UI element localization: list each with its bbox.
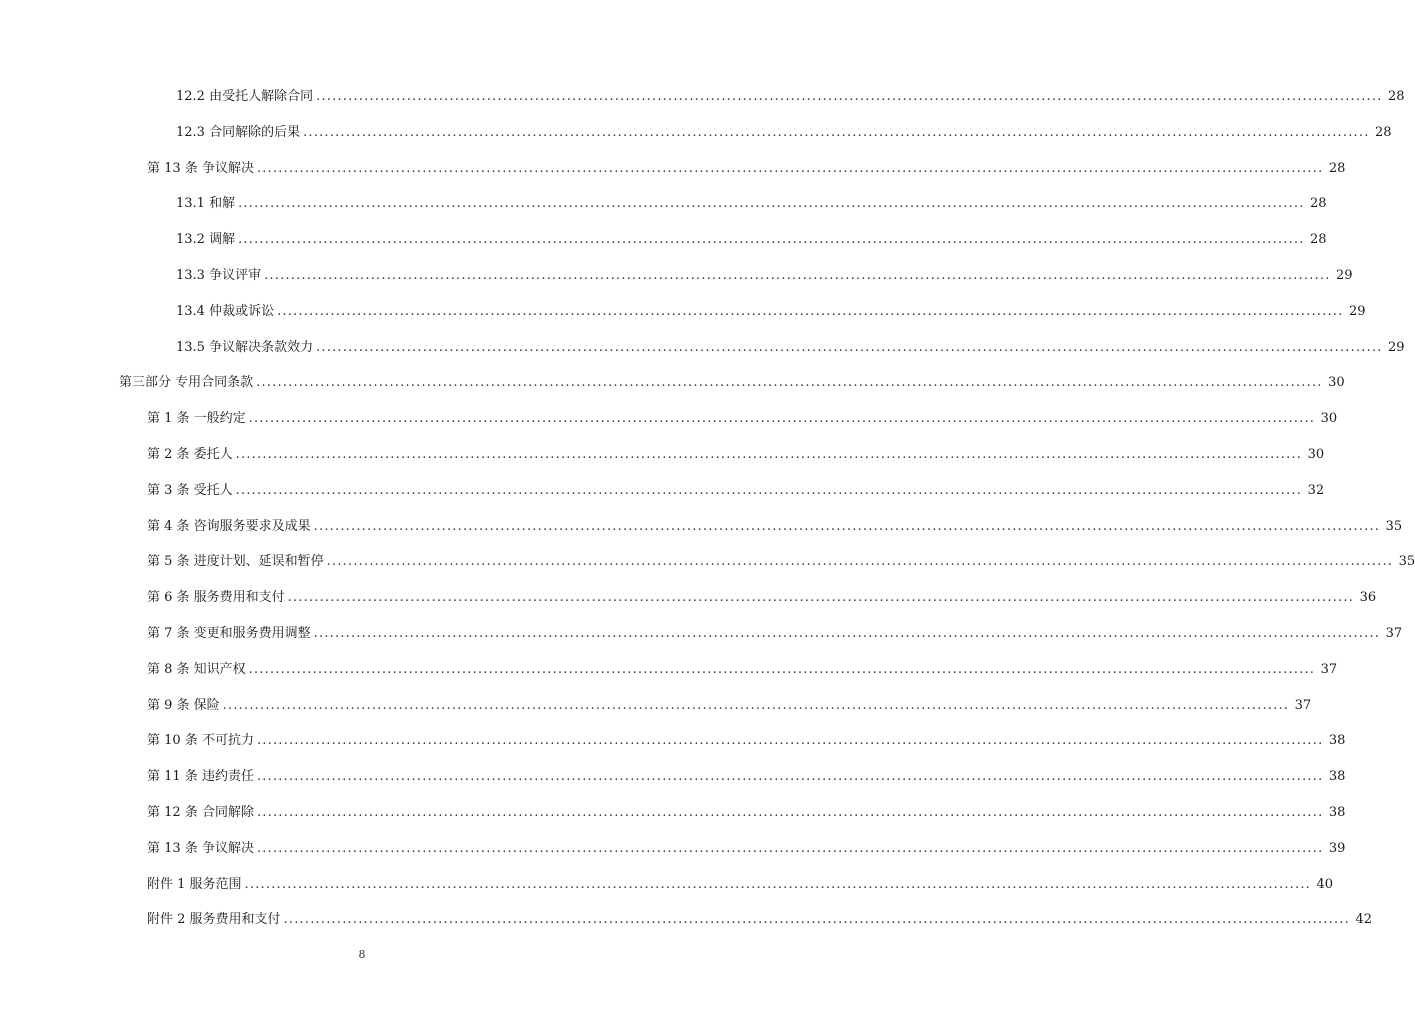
toc-entry-page: 37: [1320, 661, 1338, 677]
toc-entry-page: 35: [1398, 554, 1415, 570]
toc-entry-page: 30: [1328, 375, 1345, 391]
toc-entry-label: 13.5 争议解决条款效力: [176, 339, 314, 355]
toc-entry-label: 第 2 条 委托人: [147, 447, 233, 462]
toc-leader-dots: ........................................................................................................................................................................................................: [256, 769, 1324, 785]
toc-entry[interactable]: [147, 585, 1377, 611]
toc-entry-page: 35: [1385, 518, 1403, 534]
toc-leader-dots: ........................................................................................................................................................................................................: [277, 303, 1344, 319]
toc-entry-label: 第 13 条 争议解决: [147, 840, 254, 856]
toc-leader-dots: ........................................................................................................................................................................................................: [256, 160, 1324, 176]
toc-entry-page: 39: [1328, 840, 1346, 856]
toc-entry-label: 12.2 由受托人解除合同: [176, 89, 314, 104]
toc-entry[interactable]: [147, 728, 1346, 754]
toc-entry-label: 第 1 条 一般约定: [147, 411, 246, 427]
toc-leader-dots: ........................................................................................................................................................................................................: [316, 339, 1383, 355]
toc-entry[interactable]: [147, 657, 1338, 683]
toc-entry[interactable]: [176, 84, 1405, 110]
toc-entry[interactable]: [119, 370, 1345, 396]
toc-entry-page: 37: [1294, 697, 1312, 713]
toc-entry-page: 28: [1310, 232, 1327, 248]
toc-entry-label: 第 13 条 争议解决: [147, 160, 254, 176]
toc-entry-label: 第 9 条 保险: [147, 697, 220, 713]
toc-entry[interactable]: [147, 478, 1325, 504]
toc-entry-page: 30: [1320, 411, 1338, 427]
toc-entry-page: 30: [1307, 447, 1325, 462]
toc-entry[interactable]: [147, 693, 1312, 719]
toc-entry-page: 42: [1355, 912, 1373, 928]
toc-entry[interactable]: [147, 800, 1346, 826]
toc-entry[interactable]: [147, 872, 1334, 898]
toc-leader-dots: ........................................................................................................................................................................................................: [244, 876, 1312, 892]
toc-entry-label: 13.1 和解: [176, 196, 236, 212]
toc-leader-dots: ........................................................................................................................................................................................................: [287, 590, 1355, 606]
toc-entry-label: 附件 2 服务费用和支付: [147, 912, 281, 928]
toc-leader-dots: ........................................................................................................................................................................................................: [303, 124, 1370, 140]
toc-entry[interactable]: [176, 191, 1327, 217]
toc-leader-dots: ........................................................................................................................................................................................................: [248, 411, 1316, 427]
toc-entry[interactable]: [147, 764, 1346, 790]
toc-leader-dots: ........................................................................................................................................................................................................: [238, 232, 1305, 248]
page-number: 8: [358, 948, 366, 961]
toc-leader-dots: ........................................................................................................................................................................................................: [222, 697, 1290, 713]
toc-entry-page: 38: [1328, 805, 1346, 820]
toc-leader-dots: ........................................................................................................................................................................................................: [264, 268, 1331, 283]
toc-entry-label: 第 10 条 不可抗力: [147, 733, 254, 749]
toc-entry[interactable]: [147, 621, 1403, 647]
toc-entry[interactable]: [147, 514, 1403, 540]
toc-entry-label: 附件 1 服务范围: [147, 876, 242, 892]
toc-entry-page: 28: [1388, 89, 1405, 104]
toc-leader-dots: ........................................................................................................................................................................................................: [313, 518, 1381, 534]
toc-leader-dots: ........................................................................................................................................................................................................: [256, 733, 1324, 749]
toc-entry-label: 12.3 合同解除的后果: [176, 124, 301, 140]
toc-entry-page: 36: [1359, 590, 1377, 606]
toc-entry-page: 38: [1328, 769, 1346, 785]
toc-entry-page: 28: [1328, 160, 1346, 176]
toc-entry-page: 38: [1328, 733, 1346, 749]
toc-entry-label: 13.3 争议评审: [176, 268, 262, 283]
toc-leader-dots: ........................................................................................................................................................................................................: [283, 912, 1351, 928]
toc-entry-label: 13.2 调解: [176, 232, 236, 248]
toc-leader-dots: ........................................................................................................................................................................................................: [313, 626, 1381, 641]
toc-entry-page: 28: [1375, 124, 1392, 140]
toc-entry[interactable]: [176, 120, 1392, 146]
toc-entry-label: 第 8 条 知识产权: [147, 661, 246, 677]
toc-entry-label: 第 7 条 变更和服务费用调整: [147, 626, 311, 641]
toc-entry-label: 第 6 条 服务费用和支付: [147, 590, 285, 606]
toc-leader-dots: ........................................................................................................................................................................................................: [235, 482, 1303, 498]
toc-entry-label: 第 4 条 咨询服务要求及成果: [147, 518, 311, 534]
toc-entry-label: 第三部分 专用合同条款: [119, 375, 254, 391]
toc-leader-dots: ........................................................................................................................................................................................................: [256, 375, 1323, 391]
toc-entry[interactable]: [147, 836, 1346, 862]
toc-entry[interactable]: [147, 156, 1346, 182]
toc-entry[interactable]: [176, 335, 1405, 361]
toc-entry[interactable]: [176, 263, 1353, 289]
toc-entry[interactable]: [147, 442, 1325, 468]
toc-entry-label: 第 12 条 合同解除: [147, 805, 254, 820]
toc-entry-page: 40: [1316, 876, 1334, 892]
toc-entry-label: 第 5 条 进度计划、延误和暂停: [147, 554, 324, 570]
toc-leader-dots: ........................................................................................................................................................................................................: [238, 196, 1305, 212]
toc-entry[interactable]: [176, 227, 1327, 253]
toc-leader-dots: ........................................................................................................................................................................................................: [316, 89, 1383, 104]
toc-entry[interactable]: [147, 406, 1338, 432]
toc-entry-label: 第 3 条 受托人: [147, 482, 233, 498]
toc-leader-dots: ........................................................................................................................................................................................................: [256, 840, 1324, 856]
toc-entry-label: 第 11 条 违约责任: [147, 769, 254, 785]
toc-entry-page: 28: [1310, 196, 1327, 212]
toc-entry-page: 37: [1385, 626, 1403, 641]
toc-entry-label: 13.4 仲裁或诉讼: [176, 303, 275, 319]
toc-leader-dots: ........................................................................................................................................................................................................: [326, 554, 1394, 570]
toc-entry[interactable]: [147, 549, 1415, 575]
toc-entry-page: 32: [1307, 482, 1325, 498]
toc-entry[interactable]: [176, 299, 1366, 325]
toc-leader-dots: ........................................................................................................................................................................................................: [256, 805, 1324, 820]
toc-entry[interactable]: [147, 907, 1373, 933]
toc-entry-page: 29: [1349, 303, 1366, 319]
toc-leader-dots: ........................................................................................................................................................................................................: [248, 661, 1316, 677]
toc-entry-page: 29: [1388, 339, 1405, 355]
toc-leader-dots: ........................................................................................................................................................................................................: [235, 447, 1303, 462]
toc-entry-page: 29: [1336, 268, 1353, 283]
